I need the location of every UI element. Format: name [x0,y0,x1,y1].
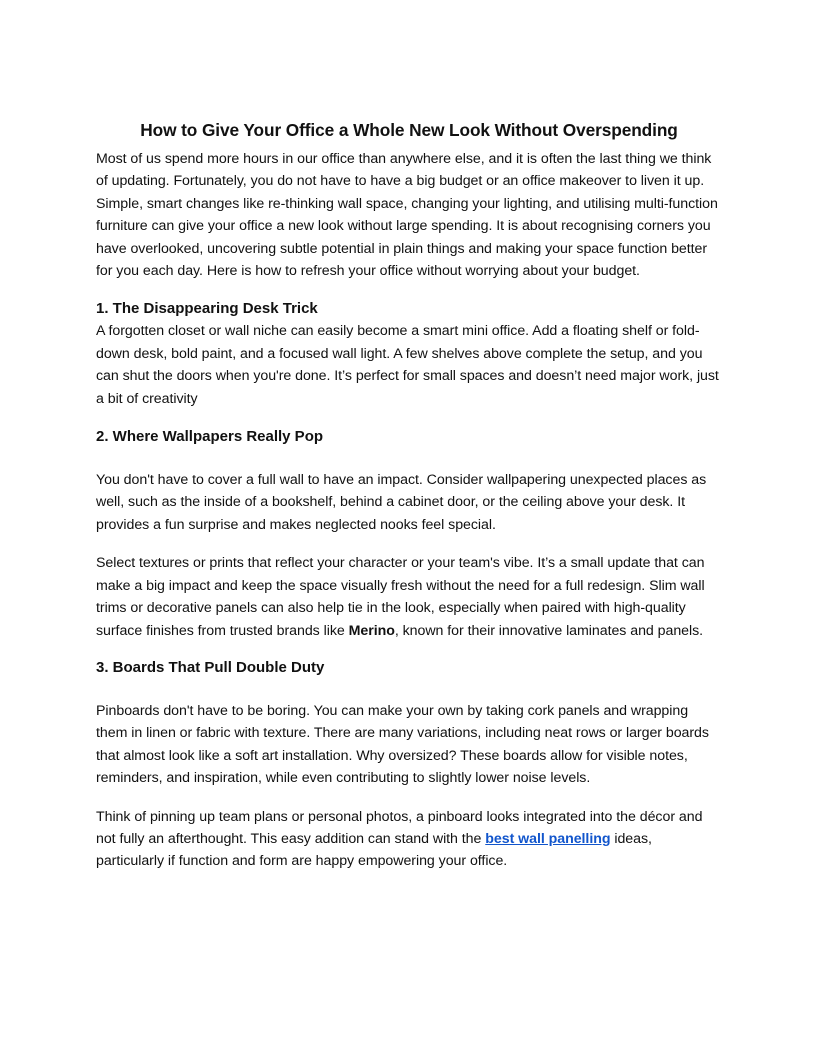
section-3-heading: 3. Boards That Pull Double Duty [96,658,325,676]
section-3-text-after-link: ideas, particularly if function and form are happy empowering your office. [96,830,652,870]
section-1-heading: 1. The Disappearing Desk Trick [96,300,318,318]
section-3-paragraph-1: Pinboards don't have to be boring. You can make your own by taking cork panels and wrapping them in linen or fabric with texture. There are many variations, including neat rows or larger boards that almost look like a soft art installation. Why oversized? These boards allow for visible notes, reminders, and inspiration, while even contributing to slightly lower noise levels. [96,702,709,787]
section-2-paragraph-2 [96,552,722,642]
section-2-text-after-brand: , known for their innovative laminates and panels. [394,622,704,639]
section-1-paragraph: A forgotten closet or wall niche can easily become a smart mini office. Add a floating shelf or fold-down desk, bold paint, and a focused wall light. A few shelves above complete the setup, and you can shut the doors when you're done. It’s perfect for small spaces and doesn’t need major work, just a bit of creativity [96,323,719,407]
section-2-paragraph-1: You don't have to cover a full wall to have an impact. Consider wallpapering unexpected places as well, such as the inside of a bookshelf, behind a cabinet door, or the ceiling above your desk. It provides a fun surprise and makes neglected nooks feel special. [96,472,707,533]
brand-name: Merino [348,622,395,639]
best-wall-panelling-link[interactable]: best wall panelling [485,830,611,847]
section-3-paragraph-2 [96,806,722,873]
document-body [96,118,722,873]
section-2-heading: 2. Where Wallpapers Really Pop [96,428,324,446]
section-2-text-before-brand: Select textures or prints that reflect your character or your team's vibe. It’s a small update that can make a big impact and keep the space visually fresh without the need for a full redesign. Slim wall trims or decorative panels can also help tie in the look, especially when paired with high-quality surface finishes from trusted brands like [96,555,705,639]
section-3-text-before-link: Think of pinning up team plans or personal photos, a pinboard looks integrated into the décor and not fully an afterthought. This easy addition can stand with the [96,808,703,847]
intro-paragraph: Most of us spend more hours in our office than anywhere else, and it is often the last thing we think of updating. Fortunately, you do not have to have a big budget or an office makeover to liven it up. Simple, smart changes like re-thinking wall space, changing your lighting, and utilising multi-function furniture can give your office a new look without large spending. It is about recognising corners you have overlooked, uncovering subtle potential in plain things and making your space function better for you each day. Here is how to refresh your office without worrying about your budget. [96,151,718,280]
page-title: How to Give Your Office a Whole New Look Without Overspending [140,120,678,140]
